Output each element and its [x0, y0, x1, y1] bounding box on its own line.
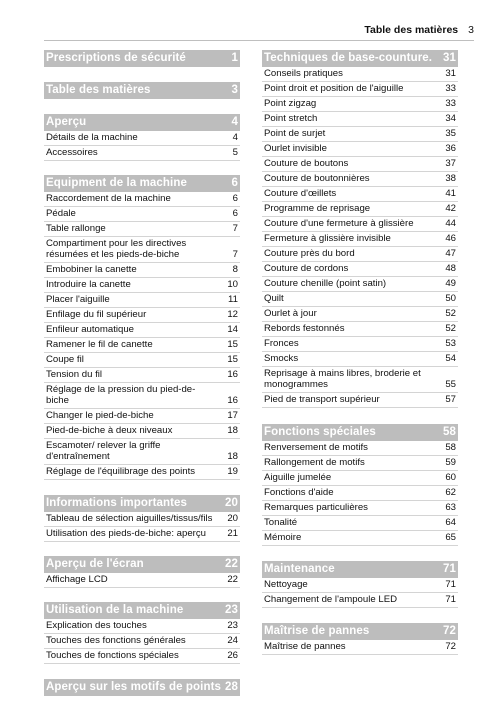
entry-page: 50 — [445, 293, 456, 304]
section-title: Aperçu de l'écran — [46, 558, 144, 570]
toc-entry[interactable] — [262, 157, 458, 172]
section-page: 23 — [225, 604, 238, 616]
entry-label: Raccordement de la machine — [46, 193, 171, 204]
toc-entry[interactable] — [262, 486, 458, 501]
toc-entry[interactable] — [262, 292, 458, 307]
section-heading[interactable] — [44, 602, 240, 619]
entry-page: 14 — [227, 324, 238, 335]
entry-label: Couture de boutonnières — [264, 173, 370, 184]
entry-label: Renversement de motifs — [264, 442, 368, 453]
toc-entry[interactable] — [262, 516, 458, 531]
entry-page: 37 — [445, 158, 456, 169]
toc-section — [44, 602, 240, 664]
entry-page: 15 — [227, 354, 238, 365]
section-heading[interactable] — [262, 424, 458, 441]
entry-label: Table rallonge — [46, 223, 106, 234]
section-title: Fonctions spéciales — [264, 426, 376, 438]
entry-label: Touches des fonctions générales — [46, 635, 186, 646]
entry-page: 65 — [445, 532, 456, 543]
toc-entry[interactable] — [262, 367, 458, 393]
toc-entry[interactable] — [44, 368, 240, 383]
entry-label: Accessoires — [46, 147, 98, 158]
entry-label: Point stretch — [264, 113, 318, 124]
toc-entry[interactable] — [262, 67, 458, 82]
entry-page: 60 — [445, 472, 456, 483]
toc-entry[interactable] — [262, 232, 458, 247]
header-rule — [44, 40, 474, 41]
entry-label: Changement de l'ampoule LED — [264, 594, 398, 605]
entry-page: 48 — [445, 263, 456, 274]
entry-label: Point zigzag — [264, 98, 317, 109]
section-page: 20 — [225, 497, 238, 509]
toc-entry[interactable] — [262, 127, 458, 142]
entry-page: 23 — [227, 620, 238, 631]
entry-page: 55 — [445, 379, 456, 390]
toc-entry[interactable] — [262, 202, 458, 217]
entry-page: 59 — [445, 457, 456, 468]
entry-label: Pédale — [46, 208, 76, 219]
entry-page: 63 — [445, 502, 456, 513]
section-heading[interactable] — [44, 50, 240, 67]
toc-entry[interactable] — [262, 456, 458, 471]
entry-page: 71 — [445, 594, 456, 605]
toc-section — [262, 424, 458, 546]
entry-page: 46 — [445, 233, 456, 244]
toc-entry[interactable] — [262, 112, 458, 127]
entry-page: 47 — [445, 248, 456, 259]
entry-label: Couture chenille (point satin) — [264, 278, 387, 289]
section-title: Equipment de la machine — [46, 177, 187, 189]
entry-page: 18 — [227, 425, 238, 436]
toc-entry[interactable] — [262, 172, 458, 187]
toc-entry[interactable] — [44, 207, 240, 222]
section-title: Prescriptions de sécurité — [46, 52, 186, 64]
entry-page: 52 — [445, 308, 456, 319]
entry-label: Smocks — [264, 353, 299, 364]
toc-entry[interactable] — [262, 471, 458, 486]
entry-page: 11 — [228, 294, 238, 305]
section-heading[interactable] — [44, 495, 240, 512]
toc-section — [262, 623, 458, 655]
toc-entry[interactable] — [262, 247, 458, 262]
entry-page: 71 — [445, 579, 456, 590]
entry-label: Escamoter/ relever la griffe d'entraînement — [46, 440, 161, 462]
toc-entry[interactable] — [44, 409, 240, 424]
entry-page: 52 — [445, 323, 456, 334]
toc-section — [44, 114, 240, 161]
toc-entry[interactable] — [262, 307, 458, 322]
entry-label: Touches de fonctions spéciales — [46, 650, 179, 661]
section-page: 6 — [231, 177, 238, 189]
entry-label: Embobiner la canette — [46, 264, 137, 275]
entry-label: Détails de la machine — [46, 132, 138, 143]
toc-entry[interactable] — [262, 640, 458, 655]
entry-page: 44 — [445, 218, 456, 229]
toc-entry[interactable] — [44, 634, 240, 649]
toc-entry[interactable] — [44, 237, 240, 263]
toc-entry[interactable] — [44, 649, 240, 664]
entry-page: 19 — [227, 466, 238, 477]
entry-label: Ramener le fil de canette — [46, 339, 153, 350]
entry-page: 34 — [445, 113, 456, 124]
section-heading[interactable] — [44, 175, 240, 192]
entry-page: 53 — [445, 338, 456, 349]
entry-label: Conseils pratiques — [264, 68, 343, 79]
toc-entry[interactable] — [44, 192, 240, 207]
toc-entry[interactable] — [262, 531, 458, 546]
entry-label: Ourlet à jour — [264, 308, 317, 319]
toc-entry[interactable] — [262, 97, 458, 112]
entry-page: 18 — [227, 451, 238, 462]
toc-entry[interactable] — [44, 512, 240, 527]
toc-entry[interactable] — [44, 222, 240, 237]
entry-page: 35 — [445, 128, 456, 139]
entry-label: Point droit et position de l'aiguille — [264, 83, 404, 94]
entry-label: Aiguille jumelée — [264, 472, 332, 483]
toc-right-column — [262, 50, 458, 655]
section-heading[interactable] — [44, 556, 240, 573]
entry-page: 20 — [227, 513, 238, 524]
entry-page: 57 — [445, 394, 456, 405]
toc-entry[interactable] — [44, 308, 240, 323]
toc-section — [44, 82, 240, 99]
entry-label: Tonalité — [264, 517, 298, 528]
entry-page: 7 — [232, 249, 238, 260]
entry-label: Remarques particulières — [264, 502, 368, 513]
entry-label: Point de surjet — [264, 128, 326, 139]
toc-entry[interactable] — [262, 501, 458, 516]
toc-entry[interactable] — [44, 619, 240, 634]
page-header — [364, 24, 474, 36]
entry-label: Pied-de-biche à deux niveaux — [46, 425, 173, 436]
section-heading[interactable] — [262, 623, 458, 640]
entry-page: 5 — [232, 147, 238, 158]
toc-entry[interactable] — [44, 439, 240, 465]
entry-label: Réglage de l'équilibrage des points — [46, 466, 196, 477]
entry-label: Tension du fil — [46, 369, 102, 380]
section-heading[interactable] — [262, 561, 458, 578]
entry-page: 24 — [227, 635, 238, 646]
section-title: Aperçu sur les motifs de points — [46, 681, 221, 693]
toc-entry[interactable] — [262, 322, 458, 337]
entry-page: 62 — [445, 487, 456, 498]
toc-entry[interactable] — [262, 578, 458, 593]
page-number: 3 — [468, 24, 474, 36]
entry-label: Explication des touches — [46, 620, 147, 631]
entry-label: Utilisation des pieds-de-biche: aperçu — [46, 528, 206, 539]
entry-label: Affichage LCD — [46, 574, 108, 585]
entry-label: Changer le pied-de-biche — [46, 410, 154, 421]
section-page: 1 — [231, 52, 238, 64]
entry-page: 72 — [445, 641, 456, 652]
toc-entry[interactable] — [44, 424, 240, 439]
toc-entry[interactable] — [44, 323, 240, 338]
entry-label: Rallongement de motifs — [264, 457, 365, 468]
entry-page: 15 — [227, 339, 238, 350]
toc-entry[interactable] — [262, 82, 458, 97]
toc-entry[interactable] — [44, 338, 240, 353]
entry-page: 49 — [445, 278, 456, 289]
entry-page: 21 — [227, 528, 238, 539]
entry-label: Placer l'aiguille — [46, 294, 110, 305]
entry-label: Programme de reprisage — [264, 203, 371, 214]
entry-label: Enfileur automatique — [46, 324, 134, 335]
toc-left-column — [44, 50, 240, 696]
entry-label: Enfilage du fil supérieur — [46, 309, 147, 320]
toc-entry[interactable] — [44, 353, 240, 368]
entry-label: Couture de boutons — [264, 158, 349, 169]
toc-entry[interactable] — [262, 593, 458, 608]
toc-entry[interactable] — [262, 277, 458, 292]
entry-label: Couture de cordons — [264, 263, 349, 274]
toc-entry[interactable] — [44, 146, 240, 161]
entry-label: Couture d'une fermeture à glissière — [264, 218, 414, 229]
section-page: 71 — [443, 563, 456, 575]
toc-entry[interactable] — [44, 293, 240, 308]
section-heading[interactable] — [44, 82, 240, 99]
entry-page: 58 — [445, 442, 456, 453]
entry-page: 12 — [227, 309, 238, 320]
entry-page: 33 — [445, 98, 456, 109]
entry-page: 36 — [445, 143, 456, 154]
entry-label: Coupe fil — [46, 354, 84, 365]
entry-label: Reprisage à mains libres, broderie et monogrammes — [264, 368, 421, 390]
entry-page: 42 — [445, 203, 456, 214]
section-title: Table des matières — [46, 84, 151, 96]
entry-label: Couture près du bord — [264, 248, 355, 259]
toc-section — [44, 556, 240, 588]
entry-label: Rebords festonnés — [264, 323, 345, 334]
entry-page: 8 — [232, 264, 238, 275]
toc-entry[interactable] — [44, 527, 240, 542]
section-title: Aperçu — [46, 116, 87, 128]
toc-entry[interactable] — [44, 573, 240, 588]
entry-page: 22 — [227, 574, 238, 585]
toc-entry[interactable] — [262, 187, 458, 202]
entry-label: Réglage de la pression du pied-de-biche — [46, 384, 196, 406]
toc-entry[interactable] — [262, 352, 458, 367]
entry-label: Couture d'œillets — [264, 188, 337, 199]
entry-page: 16 — [227, 369, 238, 380]
toc-entry[interactable] — [262, 142, 458, 157]
entry-page: 26 — [227, 650, 238, 661]
toc-section — [44, 679, 240, 696]
toc-entry[interactable] — [262, 441, 458, 456]
entry-label: Quilt — [264, 293, 284, 304]
entry-page: 6 — [232, 208, 238, 219]
entry-page: 16 — [227, 395, 238, 406]
entry-label: Fermeture à glissière invisible — [264, 233, 391, 244]
entry-label: Tableau de sélection aiguilles/tissus/fils — [46, 513, 213, 524]
section-page: 28 — [225, 681, 238, 693]
toc-entry[interactable] — [262, 217, 458, 232]
toc-entry[interactable] — [44, 278, 240, 293]
toc-section — [44, 495, 240, 542]
section-title: Maintenance — [264, 563, 335, 575]
section-title: Techniques de base-counture. — [264, 52, 433, 64]
entry-label: Mémoire — [264, 532, 302, 543]
toc-entry[interactable] — [262, 393, 458, 408]
entry-page: 4 — [232, 132, 238, 143]
section-page: 58 — [443, 426, 456, 438]
section-title: Utilisation de la machine — [46, 604, 184, 616]
entry-label: Compartiment pour les directives résumées et les pieds-de-biche — [46, 238, 187, 260]
entry-label: Introduire la canette — [46, 279, 131, 290]
entry-label: Maîtrise de pannes — [264, 641, 346, 652]
header-title: Table des matières — [364, 24, 459, 36]
entry-page: 17 — [227, 410, 238, 421]
entry-page: 54 — [445, 353, 456, 364]
entry-label: Ourlet invisible — [264, 143, 327, 154]
section-page: 22 — [225, 558, 238, 570]
entry-page: 41 — [445, 188, 456, 199]
toc-entry[interactable] — [44, 465, 240, 480]
entry-page: 38 — [445, 173, 456, 184]
entry-label: Fonctions d'aide — [264, 487, 334, 498]
entry-page: 7 — [232, 223, 238, 234]
section-heading[interactable] — [44, 679, 240, 696]
section-page: 3 — [231, 84, 238, 96]
entry-page: 6 — [232, 193, 238, 204]
entry-page: 64 — [445, 517, 456, 528]
toc-section — [44, 175, 240, 480]
entry-label: Nettoyage — [264, 579, 308, 590]
entry-page: 10 — [227, 279, 238, 290]
section-heading[interactable] — [262, 50, 458, 67]
toc-entry[interactable] — [262, 262, 458, 277]
entry-label: Pied de transport supérieur — [264, 394, 380, 405]
section-title: Maîtrise de pannes — [264, 625, 370, 637]
section-page: 4 — [231, 116, 238, 128]
toc-entry[interactable] — [44, 383, 240, 409]
toc-entry[interactable] — [44, 131, 240, 146]
toc-section — [262, 50, 458, 408]
toc-section — [262, 561, 458, 608]
toc-entry[interactable] — [44, 263, 240, 278]
section-page: 72 — [443, 625, 456, 637]
section-title: Informations importantes — [46, 497, 188, 509]
section-page: 31 — [443, 52, 456, 64]
section-heading[interactable] — [44, 114, 240, 131]
toc-section — [44, 50, 240, 67]
entry-page: 31 — [445, 68, 456, 79]
toc-entry[interactable] — [262, 337, 458, 352]
entry-label: Fronces — [264, 338, 299, 349]
entry-page: 33 — [445, 83, 456, 94]
